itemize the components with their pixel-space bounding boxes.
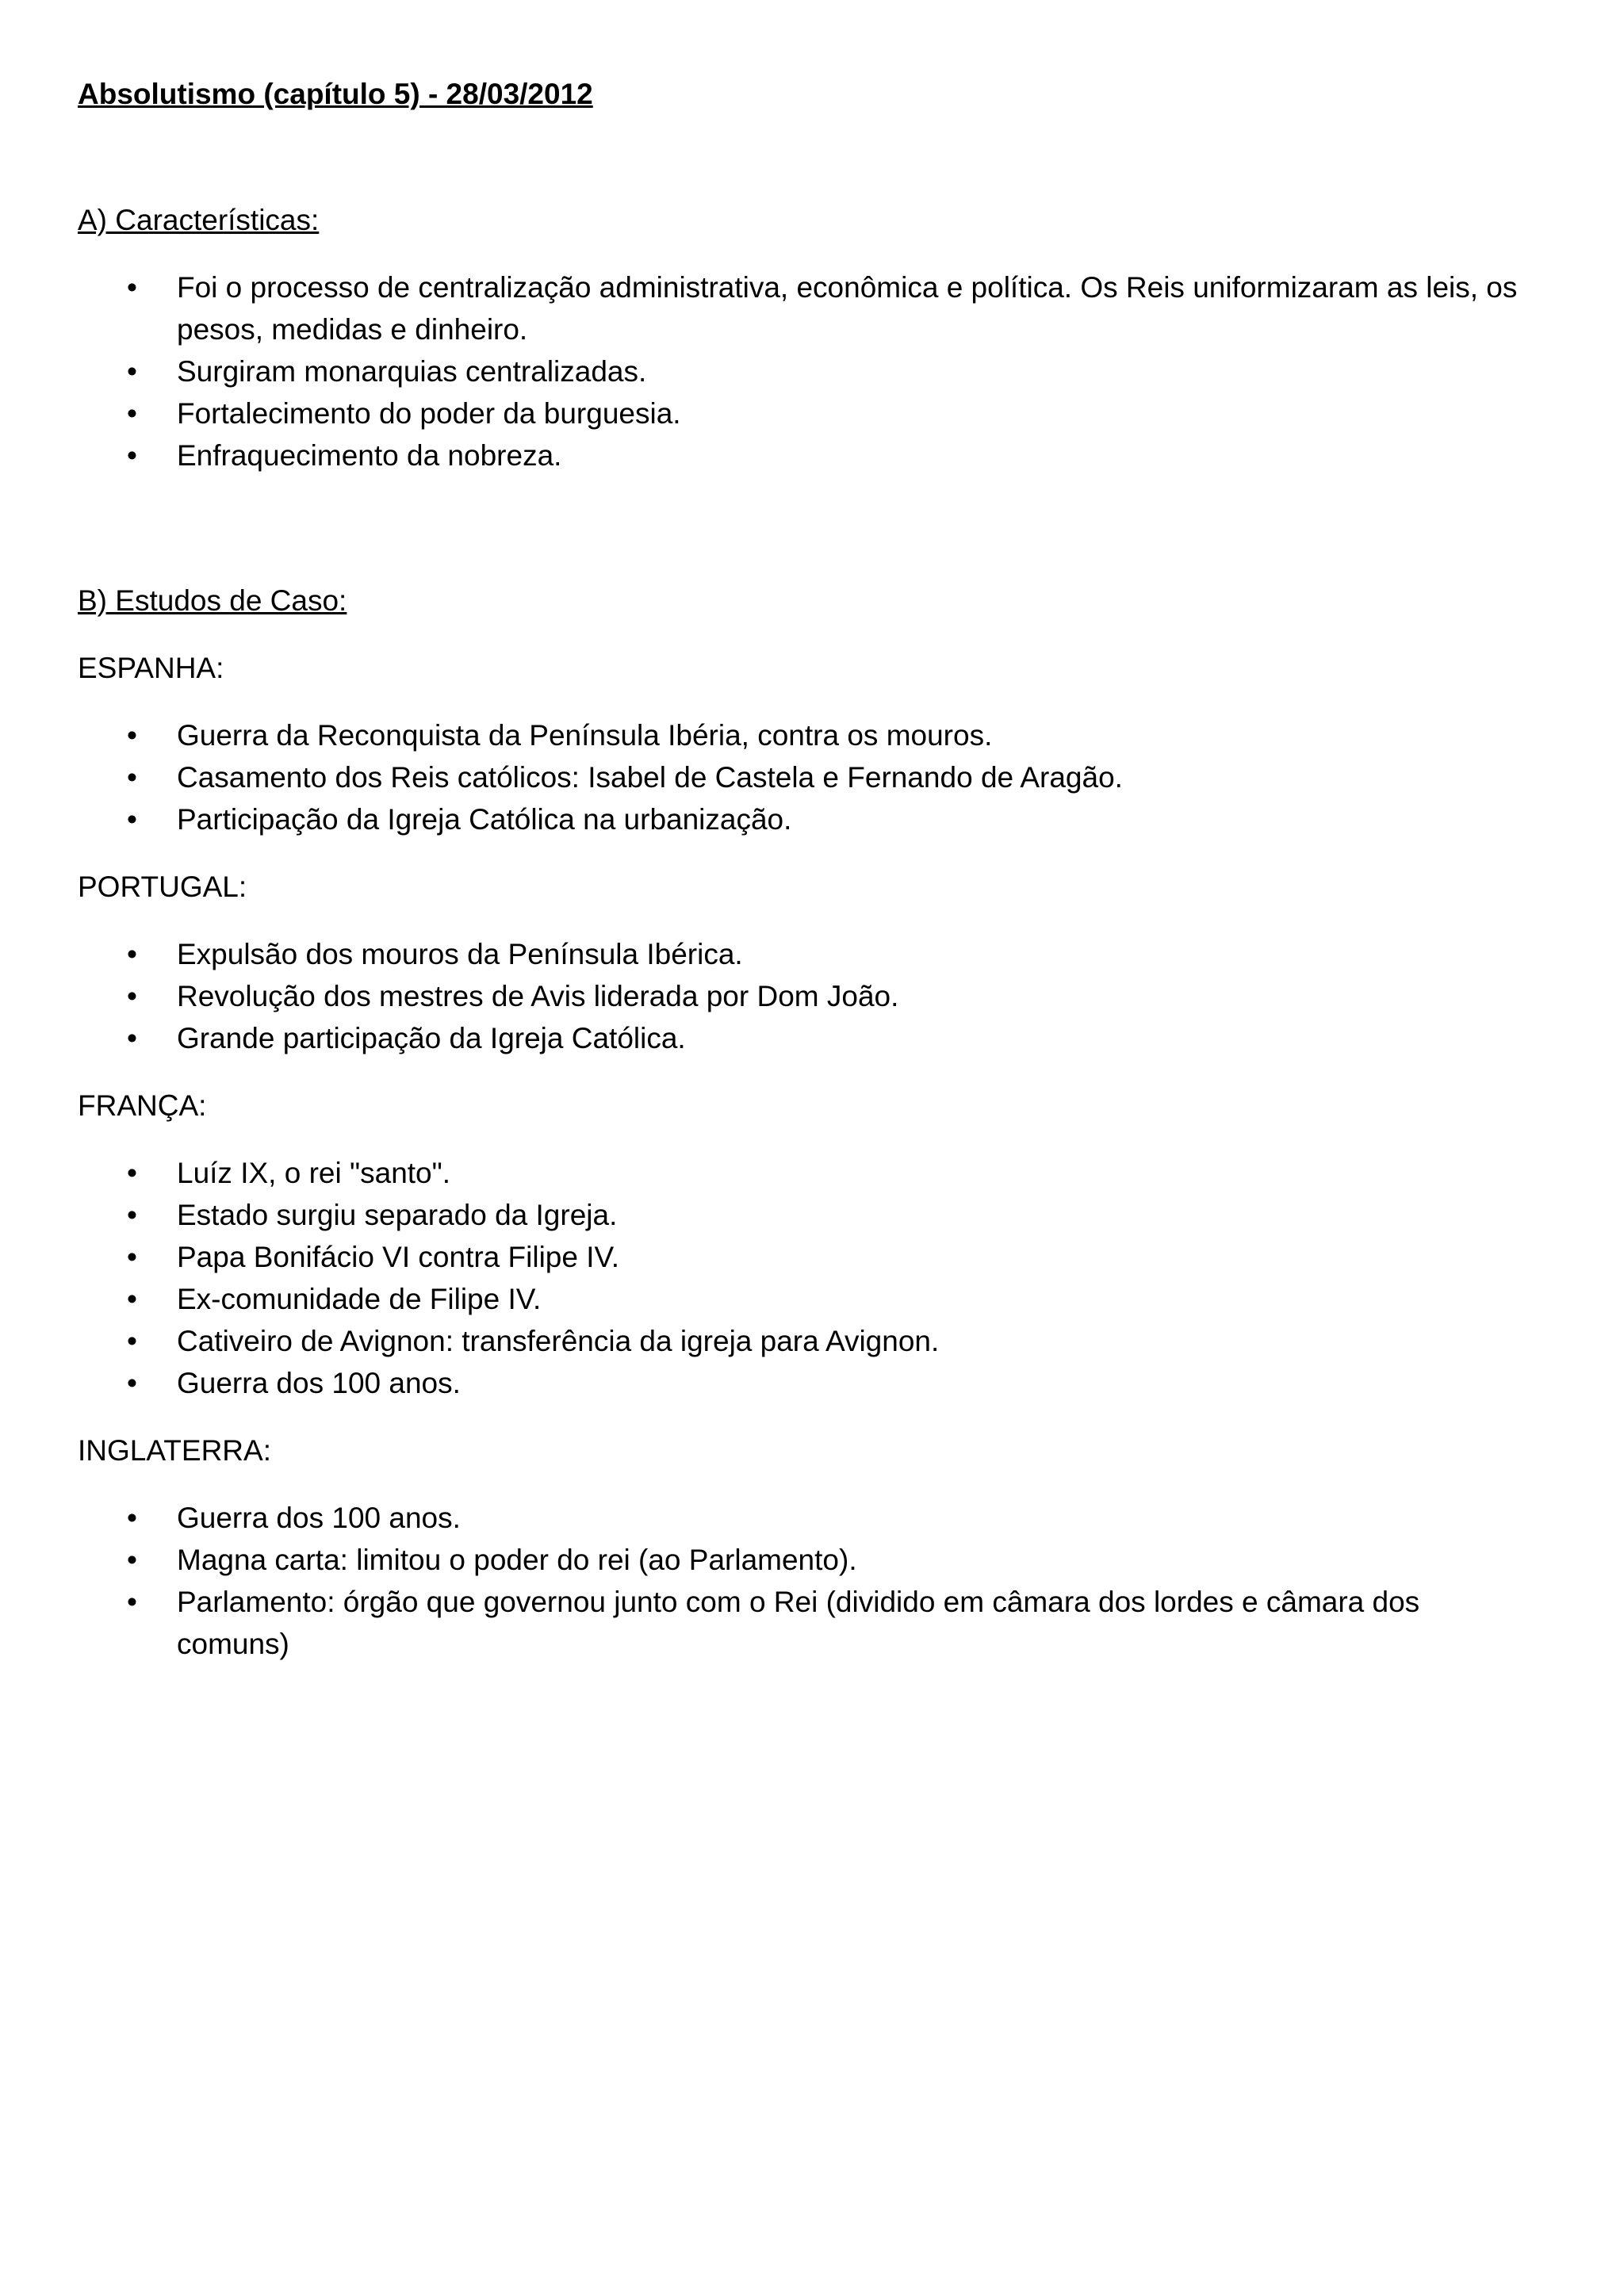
list-item-text: Luíz IX, o rei "santo". bbox=[177, 1157, 451, 1189]
bullet-icon: • bbox=[127, 1502, 137, 1534]
list-item bbox=[78, 392, 1568, 434]
country-label-franca: FRANÇA: bbox=[78, 1089, 207, 1122]
bullet-icon: • bbox=[127, 761, 137, 794]
bullet-icon: • bbox=[127, 803, 137, 836]
list-item-text: Surgiram monarquias centralizadas. bbox=[177, 355, 647, 388]
list-item-text: Guerra da Reconquista da Península Ibéria, contra os mouros. bbox=[177, 719, 993, 752]
list-item bbox=[78, 1320, 1568, 1362]
list-item bbox=[78, 1362, 1568, 1404]
bullet-icon: • bbox=[127, 1586, 137, 1618]
list-item-text: Grande participação da Igreja Católica. bbox=[177, 1022, 686, 1054]
bullet-icon: • bbox=[127, 271, 137, 304]
inglaterra-list bbox=[78, 1497, 1568, 1665]
portugal-list bbox=[78, 933, 1568, 1059]
list-item bbox=[78, 975, 1568, 1017]
list-item bbox=[78, 1236, 1568, 1278]
section-a-list bbox=[78, 266, 1568, 476]
document-page bbox=[78, 73, 1568, 1665]
list-item-text: Enfraquecimento da nobreza. bbox=[177, 439, 562, 472]
espanha-list bbox=[78, 714, 1568, 840]
country-label-portugal: PORTUGAL: bbox=[78, 871, 247, 903]
bullet-icon: • bbox=[127, 1157, 137, 1189]
list-item-text: Foi o processo de centralização administrativa, econômica e política. Os Reis uniformizaram as leis, os pesos, medidas e dinheiro. bbox=[177, 271, 1518, 346]
list-item bbox=[78, 350, 1568, 392]
bullet-icon: • bbox=[127, 397, 137, 430]
bullet-icon: • bbox=[127, 439, 137, 472]
list-item bbox=[78, 1194, 1568, 1236]
list-item-text: Cativeiro de Avignon: transferência da igreja para Avignon. bbox=[177, 1325, 940, 1357]
list-item-text: Casamento dos Reis católicos: Isabel de Castela e Fernando de Aragão. bbox=[177, 761, 1123, 794]
list-item-text: Revolução dos mestres de Avis liderada por Dom João. bbox=[177, 980, 899, 1012]
list-item-text: Guerra dos 100 anos. bbox=[177, 1502, 461, 1534]
franca-list bbox=[78, 1152, 1568, 1404]
list-item-text: Expulsão dos mouros da Península Ibérica. bbox=[177, 938, 743, 970]
list-item bbox=[78, 1017, 1568, 1059]
bullet-icon: • bbox=[127, 1325, 137, 1357]
list-item bbox=[78, 1152, 1568, 1194]
list-item bbox=[78, 266, 1568, 350]
list-item bbox=[78, 1278, 1568, 1320]
bullet-icon: • bbox=[127, 1199, 137, 1231]
list-item bbox=[78, 756, 1568, 798]
section-b-heading: B) Estudos de Caso: bbox=[78, 584, 347, 617]
list-item bbox=[78, 798, 1568, 840]
document-title: Absolutismo (capítulo 5) - 28/03/2012 bbox=[78, 78, 593, 110]
bullet-icon: • bbox=[127, 938, 137, 970]
list-item-text: Parlamento: órgão que governou junto com o Rei (dividido em câmara dos lordes e câmara dos comuns) bbox=[177, 1586, 1420, 1660]
bullet-icon: • bbox=[127, 980, 137, 1012]
list-item-text: Estado surgiu separado da Igreja. bbox=[177, 1199, 618, 1231]
list-item-text: Papa Bonifácio VI contra Filipe IV. bbox=[177, 1241, 620, 1273]
bullet-icon: • bbox=[127, 719, 137, 752]
list-item bbox=[78, 1539, 1568, 1581]
country-label-inglaterra: INGLATERRA: bbox=[78, 1434, 271, 1467]
bullet-icon: • bbox=[127, 1022, 137, 1054]
bullet-icon: • bbox=[127, 355, 137, 388]
list-item-text: Fortalecimento do poder da burguesia. bbox=[177, 397, 681, 430]
country-label-espanha: ESPANHA: bbox=[78, 652, 224, 684]
list-item bbox=[78, 1497, 1568, 1539]
list-item-text: Ex-comunidade de Filipe IV. bbox=[177, 1283, 542, 1315]
bullet-icon: • bbox=[127, 1367, 137, 1399]
list-item-text: Participação da Igreja Católica na urbanização. bbox=[177, 803, 792, 836]
bullet-icon: • bbox=[127, 1283, 137, 1315]
bullet-icon: • bbox=[127, 1241, 137, 1273]
list-item bbox=[78, 714, 1568, 756]
section-a-heading: A) Características: bbox=[78, 204, 320, 236]
list-item bbox=[78, 1581, 1568, 1665]
list-item bbox=[78, 933, 1568, 975]
list-item bbox=[78, 434, 1568, 476]
list-item-text: Magna carta: limitou o poder do rei (ao Parlamento). bbox=[177, 1544, 857, 1576]
bullet-icon: • bbox=[127, 1544, 137, 1576]
list-item-text: Guerra dos 100 anos. bbox=[177, 1367, 461, 1399]
